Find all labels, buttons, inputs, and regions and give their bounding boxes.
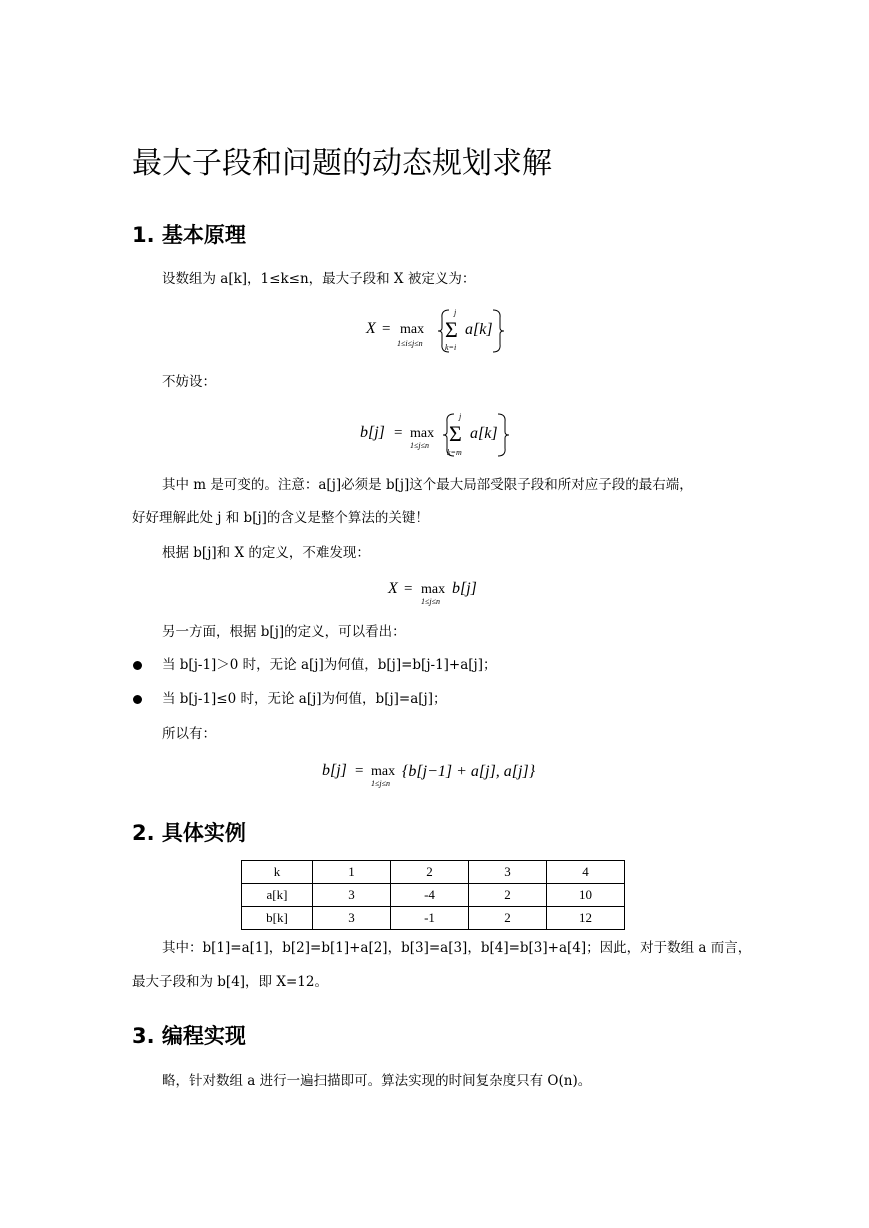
paragraph-assume: 不妨设： xyxy=(162,374,216,390)
paragraph-example-line2: 最大子段和为 b[4]，即 X=12。 xyxy=(132,974,328,990)
formula-op: max xyxy=(421,582,446,597)
bullet-icon xyxy=(133,695,142,704)
paragraph-note-line2: 好好理解此处 j 和 b[j]的含义是整个算法的关键！ xyxy=(132,510,429,526)
formula-eq: = xyxy=(394,425,403,441)
table-row xyxy=(242,861,625,884)
formula-lhs: b[j] xyxy=(360,424,385,441)
paragraph-example-line1: 其中：b[1]=a[1]，b[2]=b[1]+a[2]，b[3]=a[3]，b[4]=b[3]+a[4]；因此，对于数组 a 而言， xyxy=(162,940,752,956)
formula-op: max xyxy=(400,322,425,337)
table-cell: 1 xyxy=(313,861,391,884)
formula-term: {b[j−1] + a[j], a[j]} xyxy=(402,763,536,780)
formula-sum-bottom: k=m xyxy=(447,448,462,457)
formula-x-max-b xyxy=(386,575,496,607)
formula-term: a[k] xyxy=(470,425,498,442)
paragraph-therefore: 所以有： xyxy=(162,726,216,742)
table-row xyxy=(242,907,625,930)
bullet-item-positive: 当 b[j-1]＞0 时，无论 a[j]为何值，b[j]=b[j-1]+a[j]； xyxy=(162,657,497,673)
table-cell: 2 xyxy=(391,861,469,884)
formula-eq: = xyxy=(404,581,413,597)
table-cell: 10 xyxy=(547,884,625,907)
table-row xyxy=(242,884,625,907)
table-cell: 3 xyxy=(313,907,391,930)
paragraph-other-side: 另一方面，根据 b[j]的定义，可以看出： xyxy=(162,624,406,640)
section-heading-2: 2. 具体实例 xyxy=(132,821,246,845)
formula-sub: 1≤j≤n xyxy=(410,441,430,450)
table-cell: 3 xyxy=(469,861,547,884)
formula-sub: 1≤i≤j≤n xyxy=(397,339,423,348)
formula-term: b[j] xyxy=(452,580,477,597)
table-cell: a[k] xyxy=(242,884,313,907)
table-cell: k xyxy=(242,861,313,884)
paragraph-derive: 根据 b[j]和 X 的定义，不难发现： xyxy=(162,545,370,561)
table-cell: -4 xyxy=(391,884,469,907)
table-cell: 4 xyxy=(547,861,625,884)
page-title: 最大子段和问题的动态规划求解 xyxy=(132,146,552,181)
formula-lhs: X xyxy=(366,320,376,337)
formula-sum-top: j xyxy=(454,308,457,317)
formula-term: a[k] xyxy=(465,321,493,338)
paragraph-note-line1: 其中 m 是可变的。注意：a[j]必须是 b[j]这个最大局部受限子段和所对应子段的最右端， xyxy=(162,477,693,493)
table-cell: 2 xyxy=(469,884,547,907)
bullet-icon xyxy=(133,661,142,670)
formula-op: max xyxy=(410,426,435,441)
formula-eq: = xyxy=(382,321,391,337)
paragraph-implementation: 略，针对数组 a 进行一遍扫描即可。算法实现的时间复杂度只有 O(n)。 xyxy=(162,1073,592,1089)
formula-sigma: Σ xyxy=(445,317,458,342)
formula-recurrence xyxy=(322,755,552,789)
table-cell: 3 xyxy=(313,884,391,907)
section-heading-3: 3. 编程实现 xyxy=(132,1024,246,1048)
bullet-item-nonpositive: 当 b[j-1]≤0 时，无论 a[j]为何值，b[j]=a[j]； xyxy=(162,691,447,707)
formula-sub: 1≤j≤n xyxy=(421,597,441,606)
formula-sigma: Σ xyxy=(449,421,462,446)
formula-sum-bottom: k=i xyxy=(445,343,457,352)
section-heading-1: 1. 基本原理 xyxy=(132,223,246,247)
table-cell: -1 xyxy=(391,907,469,930)
formula-eq: = xyxy=(355,763,364,779)
paragraph-definition: 设数组为 a[k]，1≤k≤n，最大子段和 X 被定义为： xyxy=(162,271,476,287)
formula-x-definition xyxy=(360,306,510,356)
example-table xyxy=(241,860,625,930)
formula-lhs: X xyxy=(388,580,398,597)
formula-op: max xyxy=(371,764,396,779)
table-cell: b[k] xyxy=(242,907,313,930)
table-cell: 12 xyxy=(547,907,625,930)
formula-lhs: b[j] xyxy=(322,762,347,779)
formula-sub: 1≤j≤n xyxy=(371,779,391,788)
formula-b-definition xyxy=(360,410,520,460)
table-cell: 2 xyxy=(469,907,547,930)
formula-sum-top: j xyxy=(459,412,462,421)
